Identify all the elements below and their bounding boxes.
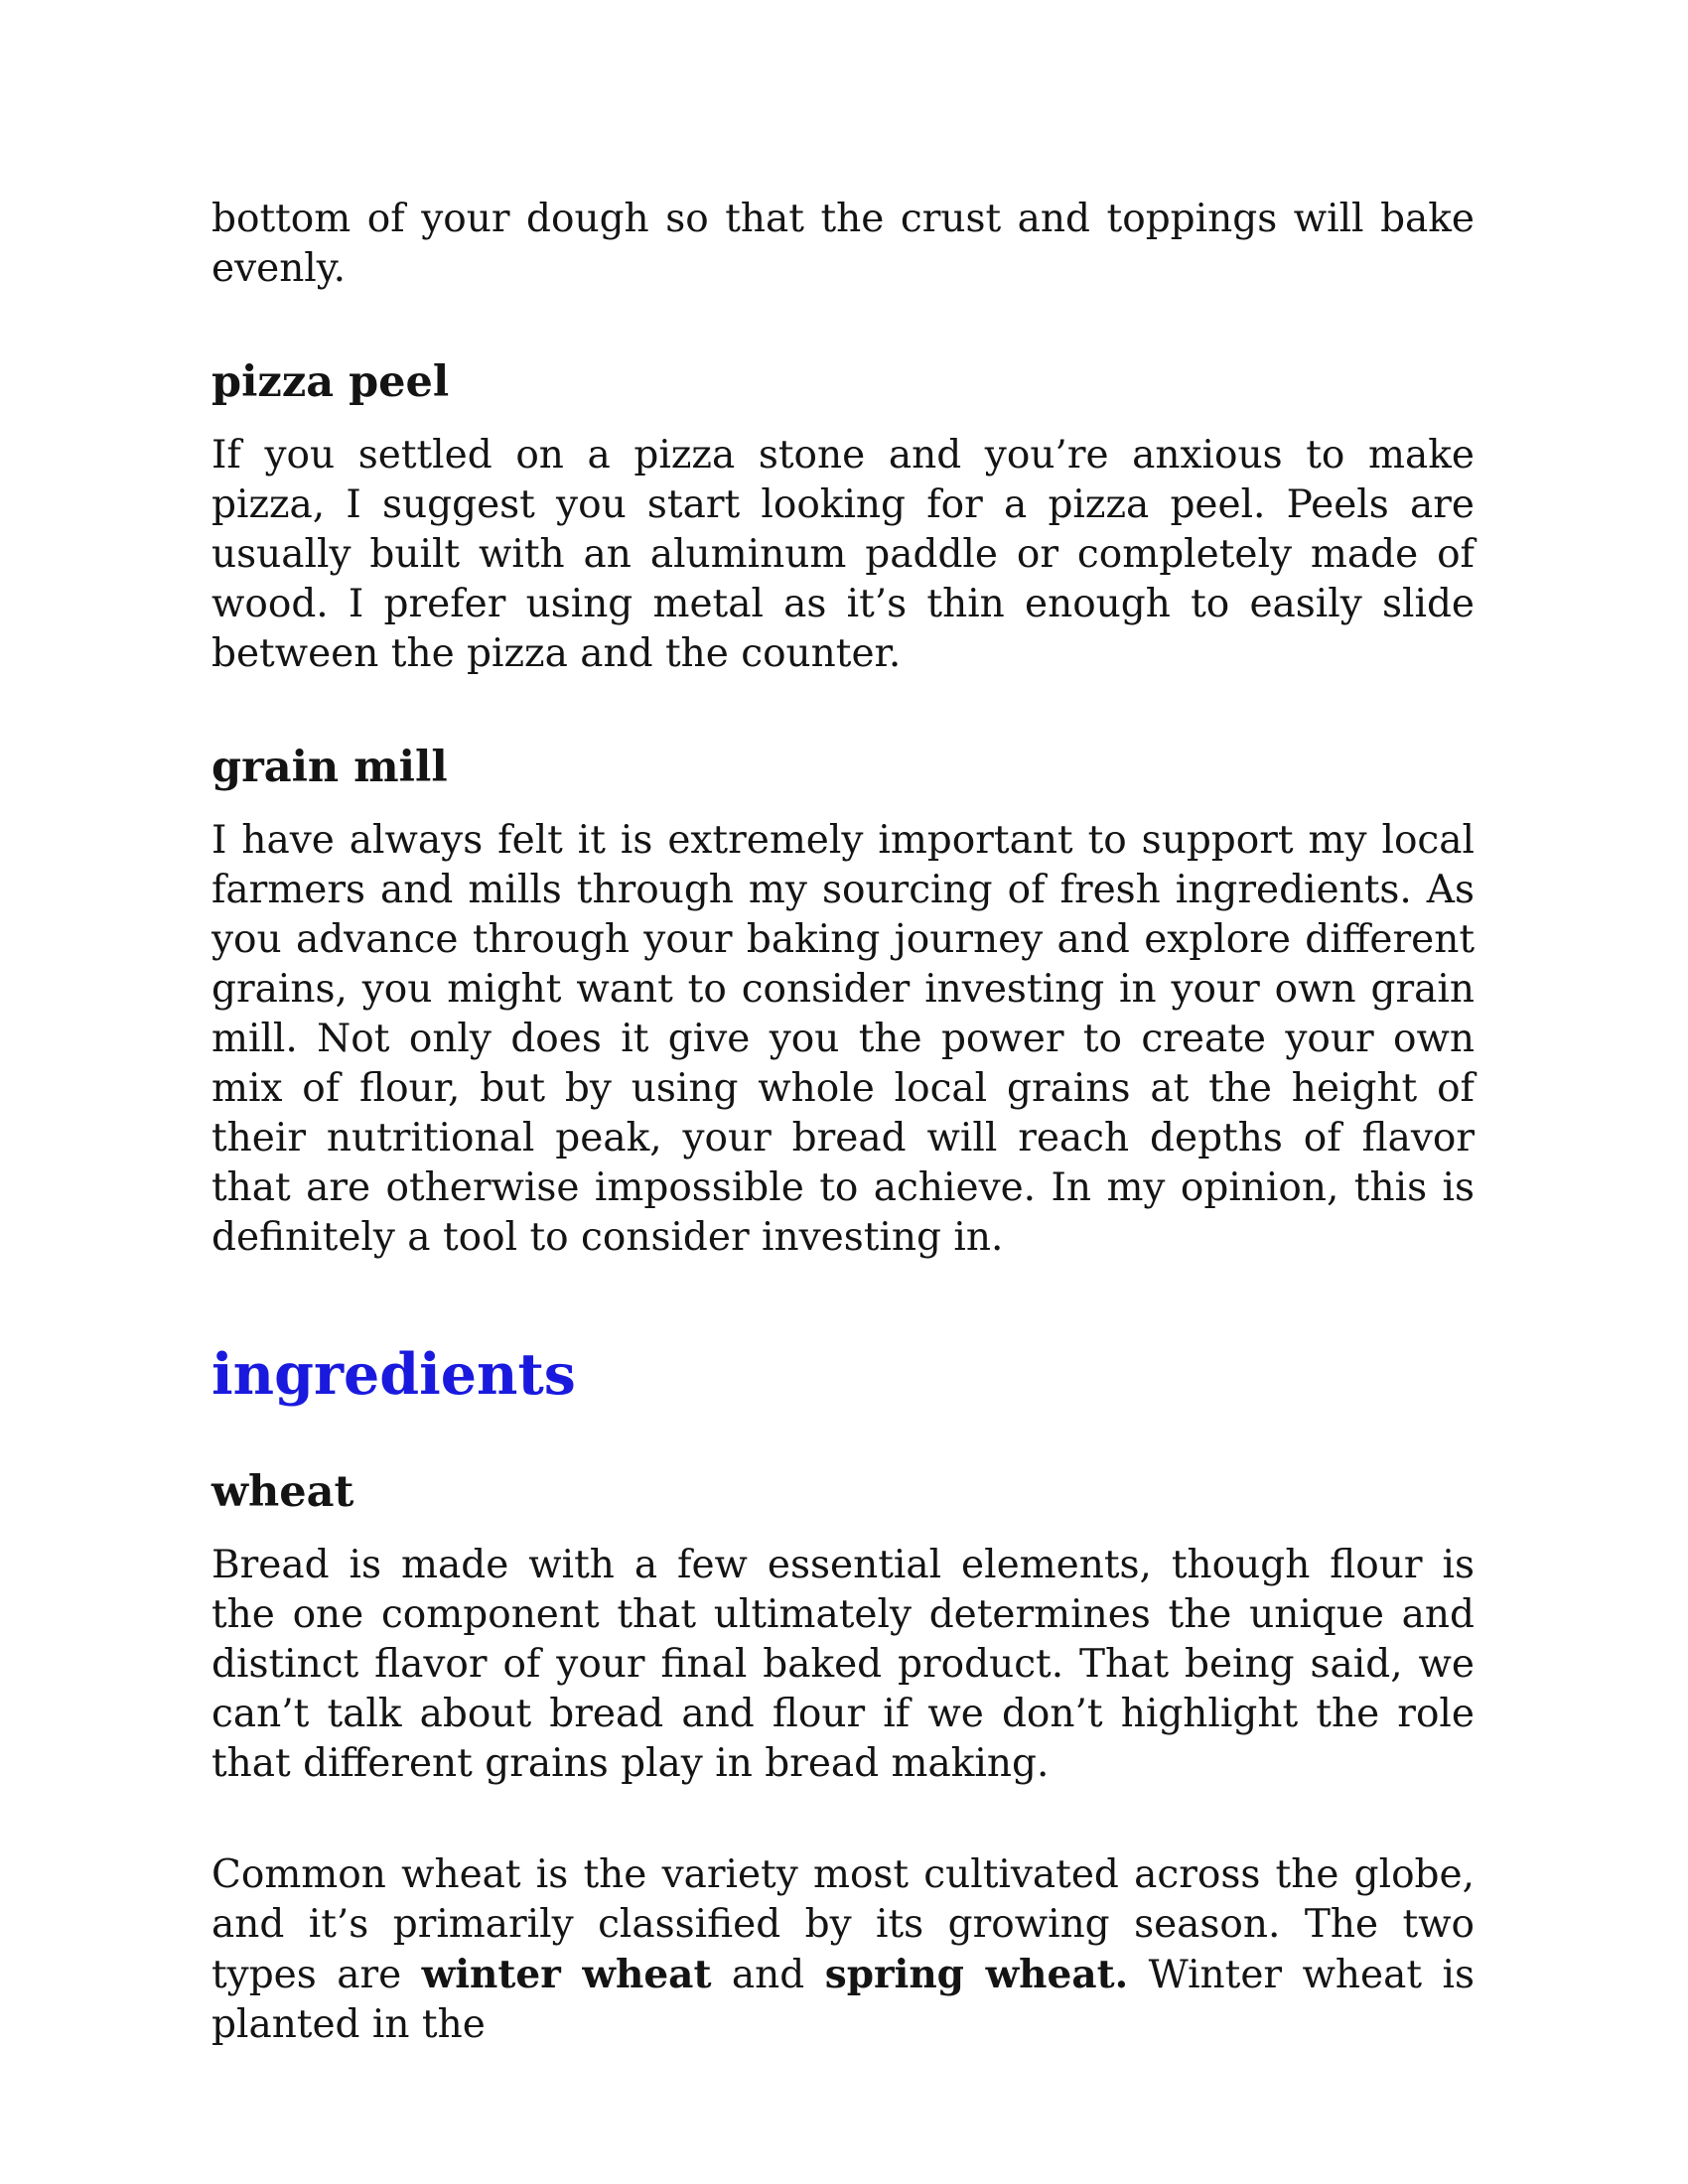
term-winter-wheat: winter wheat: [421, 1952, 712, 1997]
heading-pizza-peel: pizza peel: [211, 357, 450, 407]
paragraph-wheat-2-end: Winter wheat is planted in the: [211, 1953, 1475, 2047]
paragraph-wheat-2-start: Common wheat is the variety most cultivated across the globe, and it’s primarily classified by its growing season. The two types are: [211, 1852, 1475, 1997]
term-spring-wheat: spring wheat.: [824, 1952, 1129, 1997]
heading-grain-mill: grain mill: [211, 743, 448, 792]
paragraph-grain-mill: I have always felt it is extremely important to support my local farmers and mills through my sourcing of fresh ingredients. As you advance through your baking journey and explore different grains, you might want to consider investing in your own grain mill. Not only does it give you the power to create your own mix of flour, but by using whole local grains at the height of their nutritional peak, your bread will reach depths of flavor that are otherwise impossible to achieve. In my opinion, this is definitely a tool to consider investing in.: [211, 818, 1475, 1260]
document-page: [211, 195, 1475, 2050]
paragraph-wheat-2: [211, 1850, 1475, 2050]
paragraph-pizza-peel: If you settled on a pizza stone and you’re anxious to make pizza, I suggest you start looking for a pizza peel. Peels are usually built with an aluminum paddle or completely made of wood. I prefer using metal as it’s thin enough to easily slide between the pizza and the counter.: [211, 433, 1475, 676]
paragraph-wheat-1: Bread is made with a few essential elements, though flour is the one component that ultimately determines the unique and distinct flavor of your final baked product. That being said, we can’t talk about bread and flour if we don’t highlight the role that different grains play in bread making.: [211, 1543, 1475, 1786]
chapter-heading-ingredients: ingredients: [211, 1341, 576, 1408]
intro-paragraph-fragment: bottom of your dough so that the crust and toppings will bake evenly.: [211, 197, 1475, 291]
heading-wheat: wheat: [211, 1467, 354, 1517]
paragraph-wheat-2-mid: and: [711, 1953, 825, 1997]
